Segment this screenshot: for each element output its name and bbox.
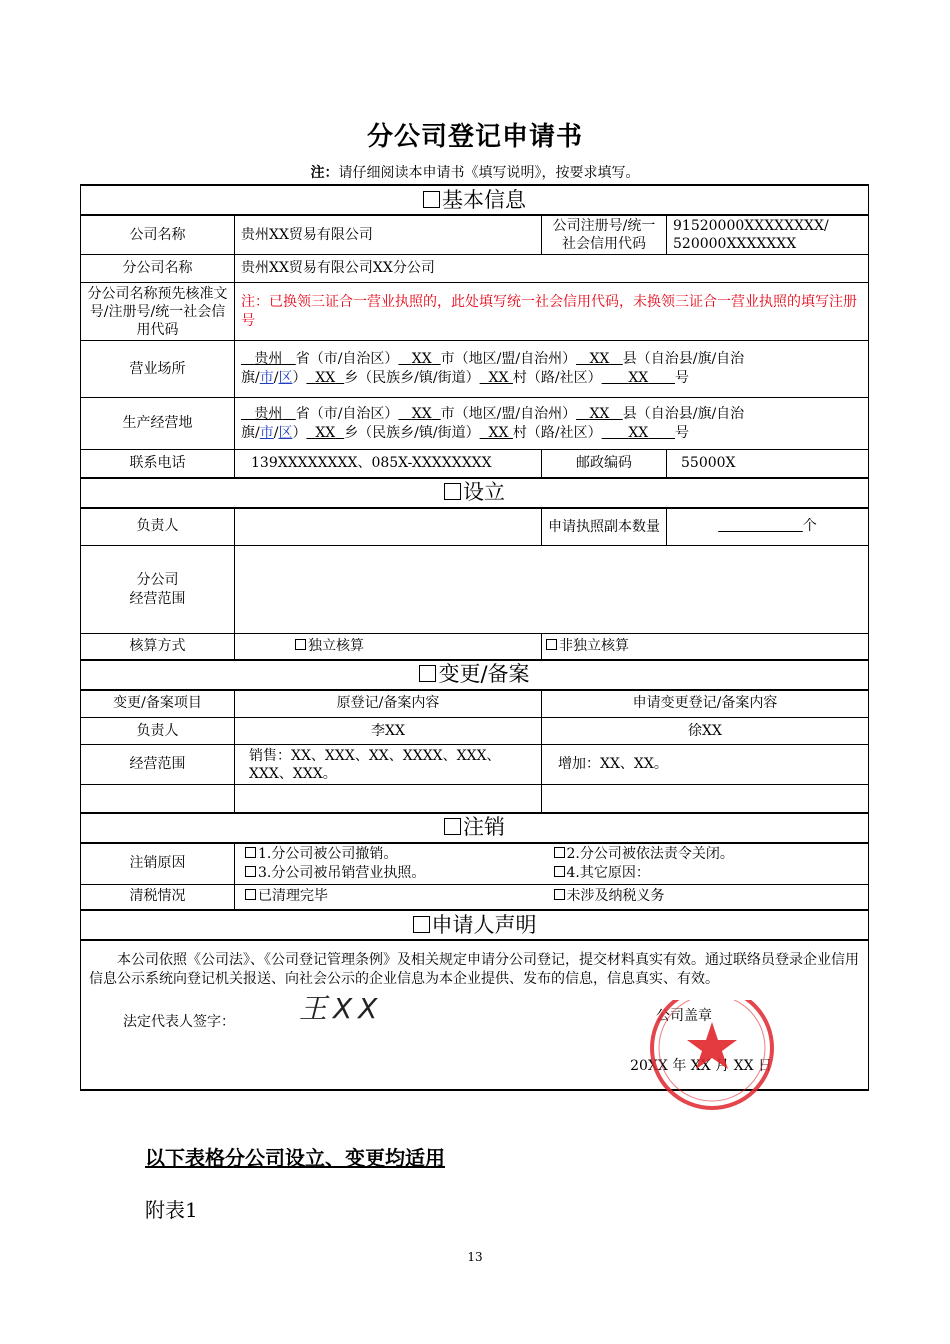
branch-name-label: 分公司名称 bbox=[81, 255, 235, 283]
cancel-reason-4[interactable] bbox=[554, 864, 863, 883]
checkbox-icon[interactable] bbox=[554, 866, 565, 877]
section-declaration bbox=[81, 910, 869, 940]
addr-village: XX bbox=[488, 424, 509, 441]
cancel-reason-1[interactable] bbox=[245, 845, 554, 864]
addr-town-suffix: 乡（民族乡/镇/街道） bbox=[344, 370, 480, 386]
accounting-option-label: 非独立核算 bbox=[559, 637, 629, 654]
scope-label bbox=[81, 546, 235, 634]
section-establish bbox=[81, 478, 869, 508]
addr-number: XX bbox=[628, 370, 649, 386]
change-col-new: 申请变更登记/备案内容 bbox=[542, 690, 869, 718]
addr-city: XX bbox=[411, 351, 432, 367]
company-seal-icon bbox=[637, 1000, 787, 1110]
reg-no-label: 公司注册号/统一社会信用代码 bbox=[542, 215, 667, 255]
change-col-item: 变更/备案项目 bbox=[81, 690, 235, 718]
addr-village-suffix: 村（路/社区） bbox=[512, 370, 602, 386]
tax-option-none[interactable] bbox=[554, 887, 863, 906]
checkbox-icon[interactable] bbox=[554, 889, 565, 900]
addr-county-suffix: 县（自治县/旗/自治 bbox=[622, 405, 745, 422]
reg-no-line1: 91520000XXXXXXXX/ bbox=[673, 218, 829, 234]
addr-village-suffix: 村（路/社区） bbox=[512, 424, 602, 441]
scope-value[interactable] bbox=[235, 546, 869, 634]
tax-label: 清税情况 bbox=[81, 884, 235, 910]
company-name-value[interactable]: 贵州XX贸易有限公司 bbox=[235, 215, 542, 255]
checkbox-icon[interactable] bbox=[554, 847, 565, 858]
checkbox-icon[interactable] bbox=[423, 191, 440, 208]
addr-village: XX bbox=[488, 370, 509, 386]
premises-label: 营业场所 bbox=[81, 341, 235, 398]
accounting-independent[interactable] bbox=[235, 634, 542, 660]
checkbox-icon[interactable] bbox=[295, 639, 306, 650]
note-text: 请仔细阅读本申请书《填写说明》，按要求填写。 bbox=[338, 165, 640, 181]
change-original[interactable]: 销售：XX、XXX、XX、XXXX、XXX、XXX、XXX。 bbox=[235, 745, 542, 785]
cancel-reason-3[interactable] bbox=[245, 864, 554, 883]
copies-unit: 个 bbox=[802, 518, 817, 535]
leader-label: 负责人 bbox=[81, 508, 235, 546]
addr-town: XX bbox=[315, 370, 336, 386]
addr-number: XX bbox=[628, 424, 649, 441]
section-note: 以下表格分公司设立、变更均适用 bbox=[145, 1146, 445, 1170]
change-original[interactable]: 李XX bbox=[235, 718, 542, 745]
checkbox-icon[interactable] bbox=[245, 866, 256, 877]
addr-number-suffix: 号 bbox=[674, 370, 689, 386]
precheck-note: 注：已换领三证合一营业执照的，此处填写统一社会信用代码，未换领三证合一营业执照的填写注册号 bbox=[235, 283, 869, 341]
declaration-text: 本公司依照《公司法》、《公司登记管理条例》及相关规定申请分公司登记，提交材料真实有效。通过联络员登录企业信用信息公示系统向登记机关报送、向社会公示的企业信息为本企业提供、发布的信息，信息真实、有效。 bbox=[89, 952, 859, 987]
cancel-reasons bbox=[235, 843, 869, 885]
addr-line2-district: 区 bbox=[278, 370, 293, 386]
page-title: 分公司登记申请书 bbox=[366, 122, 583, 152]
addr-city: XX bbox=[411, 405, 432, 422]
attachment-title: 附表1 bbox=[145, 1198, 198, 1222]
tax-option-text: 已清理完毕 bbox=[258, 888, 328, 905]
section-establish-title: 设立 bbox=[463, 480, 505, 504]
addr-county: XX bbox=[589, 405, 610, 422]
addr-province-suffix: 省（市/自治区） bbox=[295, 405, 399, 422]
checkbox-icon[interactable] bbox=[245, 889, 256, 900]
application-form bbox=[80, 184, 869, 1091]
section-cancel-title: 注销 bbox=[463, 815, 505, 839]
tax-option-cleared[interactable] bbox=[245, 887, 554, 906]
cancel-reason-text: 4.其它原因： bbox=[566, 864, 650, 881]
fill-instruction bbox=[0, 162, 950, 182]
note-prefix: 注： bbox=[310, 165, 339, 181]
cancel-reason-text: 2.分公司被依法责令关闭。 bbox=[566, 845, 734, 862]
change-new[interactable]: 徐XX bbox=[542, 718, 869, 745]
addr-line2-district: 区 bbox=[278, 424, 293, 441]
addr-line2-close: ） bbox=[292, 370, 307, 386]
handwritten-signature: 王XX bbox=[299, 992, 384, 1025]
addr-line2-prefix: 旗/ bbox=[241, 370, 260, 386]
change-original[interactable] bbox=[235, 785, 542, 813]
section-change bbox=[81, 660, 869, 690]
seal-label: 公司盖章 bbox=[656, 1008, 713, 1024]
table-row bbox=[81, 785, 869, 813]
copies-value[interactable] bbox=[667, 508, 869, 546]
cancel-reason-label: 注销原因 bbox=[81, 843, 235, 885]
scope-label-1: 分公司 bbox=[136, 571, 179, 588]
addr-province: 贵州 bbox=[254, 351, 283, 367]
reg-no-value[interactable] bbox=[667, 215, 869, 255]
checkbox-icon[interactable] bbox=[413, 916, 430, 933]
addr-number-suffix: 号 bbox=[674, 424, 689, 441]
addr-line2-close: ） bbox=[292, 424, 307, 441]
tax-option-text: 未涉及纳税义务 bbox=[566, 888, 665, 905]
copies-label: 申请执照副本数量 bbox=[542, 508, 667, 546]
checkbox-icon[interactable] bbox=[245, 847, 256, 858]
change-item: 负责人 bbox=[81, 718, 235, 745]
addr-province-suffix: 省（市/自治区） bbox=[295, 351, 399, 367]
addr-city-suffix: 市（地区/盟/自治州） bbox=[440, 351, 577, 367]
premises-address[interactable]: 贵州 省（市/自治区） XX 市（地区/盟/自治州） XX 县（自治县/旗/自治 旗/市/区） XX 乡（民族乡/镇/街道） XX 村（路/社区） XX 号 bbox=[235, 341, 869, 398]
accounting-label: 核算方式 bbox=[81, 634, 235, 660]
change-new[interactable]: 增加：XX、XX。 bbox=[542, 745, 869, 785]
change-item: 经营范围 bbox=[81, 745, 235, 785]
checkbox-icon[interactable] bbox=[444, 818, 461, 835]
tax-options bbox=[235, 884, 869, 910]
table-row bbox=[81, 745, 869, 785]
change-new[interactable] bbox=[542, 785, 869, 813]
accounting-non-independent[interactable] bbox=[542, 634, 869, 660]
production-address[interactable]: 贵州 省（市/自治区） XX 市（地区/盟/自治州） XX 县（自治县/旗/自治 旗/市/区） XX 乡（民族乡/镇/街道） XX 村（路/社区） XX 号 bbox=[235, 398, 869, 450]
table-row bbox=[81, 718, 869, 745]
addr-town: XX bbox=[315, 424, 336, 441]
cancel-reason-2[interactable] bbox=[554, 845, 863, 864]
branch-name-value[interactable]: 贵州XX贸易有限公司XX分公司 bbox=[235, 255, 869, 283]
reg-no-line2: 520000XXXXXXX bbox=[673, 236, 797, 252]
page-number: 13 bbox=[467, 1250, 483, 1264]
scope-label-2: 经营范围 bbox=[129, 590, 186, 607]
company-name-label: 公司名称 bbox=[81, 215, 235, 255]
addr-line2-city: 市 bbox=[259, 370, 274, 386]
addr-county-suffix: 县（自治县/旗/自治 bbox=[622, 351, 745, 367]
accounting-option-label: 独立核算 bbox=[308, 637, 364, 654]
addr-line2-city: 市 bbox=[259, 424, 274, 441]
leader-value[interactable] bbox=[235, 508, 542, 546]
checkbox-icon[interactable] bbox=[419, 665, 436, 682]
addr-line2-prefix: 旗/ bbox=[241, 424, 260, 441]
section-cancel bbox=[81, 813, 869, 843]
checkbox-icon[interactable] bbox=[444, 483, 461, 500]
addr-province: 贵州 bbox=[254, 405, 283, 422]
section-declaration-title: 申请人声明 bbox=[431, 912, 537, 937]
section-basic-title: 基本信息 bbox=[442, 187, 526, 212]
addr-city-suffix: 市（地区/盟/自治州） bbox=[440, 405, 577, 422]
checkbox-icon[interactable] bbox=[546, 639, 557, 650]
postcode-label: 邮政编码 bbox=[542, 450, 667, 478]
postcode-value[interactable]: 55000X bbox=[667, 450, 869, 478]
section-basic bbox=[81, 185, 869, 215]
sign-label: 法定代表人签字： bbox=[123, 1014, 235, 1030]
addr-town-suffix: 乡（民族乡/镇/街道） bbox=[344, 424, 480, 441]
change-item[interactable] bbox=[81, 785, 235, 813]
cancel-reason-text: 1.分公司被公司撤销。 bbox=[258, 845, 398, 862]
cancel-reason-text: 3.分公司被吊销营业执照。 bbox=[258, 864, 426, 881]
phone-label: 联系电话 bbox=[81, 450, 235, 478]
precheck-label: 分公司名称预先核准文号/注册号/统一社会信用代码 bbox=[81, 283, 235, 341]
sign-date: 20XX 年 XX 月 XX 日 bbox=[630, 1058, 773, 1074]
change-col-original: 原登记/备案内容 bbox=[235, 690, 542, 718]
production-label: 生产经营地 bbox=[81, 398, 235, 450]
addr-county: XX bbox=[589, 351, 610, 367]
section-change-title: 变更/备案 bbox=[438, 662, 530, 686]
phone-value[interactable]: 139XXXXXXXX、085X-XXXXXXXX bbox=[235, 450, 542, 478]
